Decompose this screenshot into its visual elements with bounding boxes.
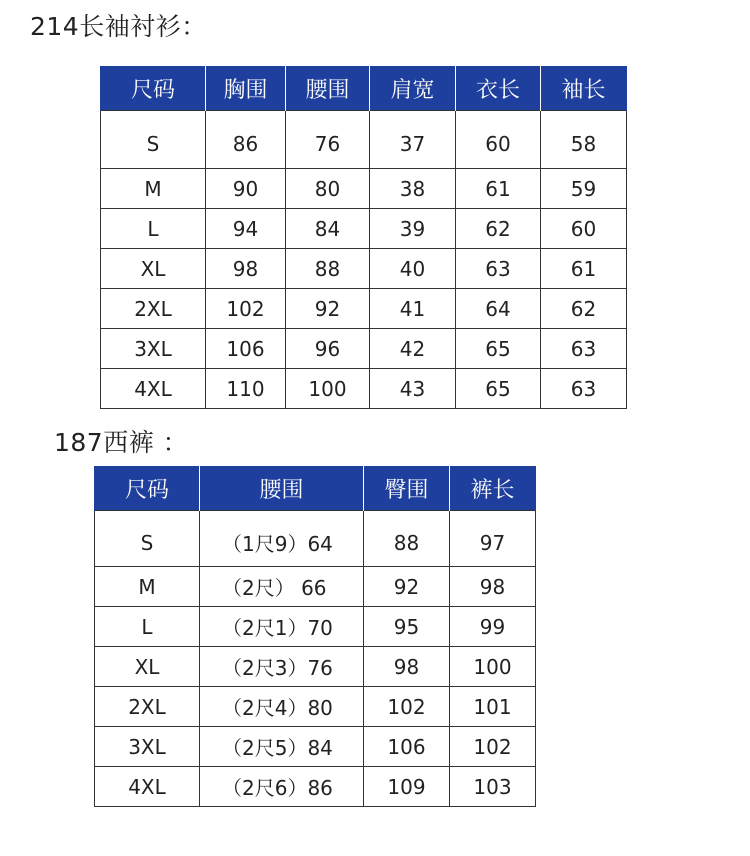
table-row <box>101 289 627 329</box>
table-cell: 92 <box>286 289 370 329</box>
header-waist: 腰围 <box>200 466 364 511</box>
header-hip: 臀围 <box>364 466 450 511</box>
table-cell: 100 <box>286 369 370 409</box>
table-cell: 4XL <box>101 369 206 409</box>
table-cell: （2尺5）84 <box>200 727 364 767</box>
table-cell: 92 <box>364 567 450 607</box>
table-cell: 97 <box>450 511 536 567</box>
table-cell: 100 <box>450 647 536 687</box>
header-sleeve: 袖长 <box>541 66 627 111</box>
header-length: 衣长 <box>456 66 541 111</box>
table-cell: S <box>101 111 206 169</box>
table-cell: 96 <box>286 329 370 369</box>
table-cell: 63 <box>541 329 627 369</box>
table-cell: 2XL <box>95 687 200 727</box>
table-cell: 86 <box>206 111 286 169</box>
table-cell: L <box>101 209 206 249</box>
table-cell: 84 <box>286 209 370 249</box>
table-cell: 62 <box>541 289 627 329</box>
table-cell: 41 <box>370 289 456 329</box>
table-cell: XL <box>95 647 200 687</box>
table-cell: 65 <box>456 329 541 369</box>
table-cell: 38 <box>370 169 456 209</box>
table-cell: （2尺3）76 <box>200 647 364 687</box>
table-header-row <box>101 66 627 111</box>
header-size: 尺码 <box>101 66 206 111</box>
table-cell: 61 <box>456 169 541 209</box>
table-cell: 106 <box>364 727 450 767</box>
table-cell: 3XL <box>101 329 206 369</box>
table-row <box>101 111 627 169</box>
table-cell: 102 <box>206 289 286 329</box>
shirt-size-table <box>100 66 627 409</box>
table-cell: 62 <box>456 209 541 249</box>
table-row <box>101 369 627 409</box>
table-row <box>95 511 536 567</box>
table-cell: 63 <box>541 369 627 409</box>
table-header-row <box>95 466 536 511</box>
table-row <box>101 329 627 369</box>
table-cell: 99 <box>450 607 536 647</box>
table-row <box>95 687 536 727</box>
table-cell: 101 <box>450 687 536 727</box>
table-cell: 2XL <box>101 289 206 329</box>
table-row <box>101 249 627 289</box>
table-cell: M <box>101 169 206 209</box>
table-cell: 37 <box>370 111 456 169</box>
table-row <box>101 209 627 249</box>
pants-size-title: 187西裤 ： <box>54 428 189 457</box>
table-cell: 65 <box>456 369 541 409</box>
table-cell: 109 <box>364 767 450 807</box>
table-cell: 80 <box>286 169 370 209</box>
table-cell: 102 <box>364 687 450 727</box>
table-cell: 95 <box>364 607 450 647</box>
table-cell: 103 <box>450 767 536 807</box>
header-length: 裤长 <box>450 466 536 511</box>
table-cell: 76 <box>286 111 370 169</box>
table-cell: 58 <box>541 111 627 169</box>
table-row <box>95 727 536 767</box>
table-row <box>95 567 536 607</box>
table-cell: 106 <box>206 329 286 369</box>
table-cell: 59 <box>541 169 627 209</box>
table-cell: 40 <box>370 249 456 289</box>
table-cell: 61 <box>541 249 627 289</box>
table-cell: （2尺4）80 <box>200 687 364 727</box>
table-cell: 43 <box>370 369 456 409</box>
table-cell: 60 <box>541 209 627 249</box>
table-cell: 60 <box>456 111 541 169</box>
table-cell: 102 <box>450 727 536 767</box>
table-cell: 110 <box>206 369 286 409</box>
table-cell: 39 <box>370 209 456 249</box>
table-cell: 63 <box>456 249 541 289</box>
table-cell: 98 <box>364 647 450 687</box>
table-cell: XL <box>101 249 206 289</box>
table-cell: （1尺9）64 <box>200 511 364 567</box>
table-cell: L <box>95 607 200 647</box>
table-row <box>101 169 627 209</box>
table-cell: 88 <box>364 511 450 567</box>
header-size: 尺码 <box>95 466 200 511</box>
table-cell: S <box>95 511 200 567</box>
table-cell: 90 <box>206 169 286 209</box>
table-cell: 94 <box>206 209 286 249</box>
table-cell: 42 <box>370 329 456 369</box>
header-chest: 胸围 <box>206 66 286 111</box>
header-shoulder: 肩宽 <box>370 66 456 111</box>
table-row <box>95 767 536 807</box>
table-row <box>95 647 536 687</box>
table-cell: （2尺1）70 <box>200 607 364 647</box>
shirt-size-title: 214长袖衬衫： <box>30 12 207 41</box>
table-cell: 3XL <box>95 727 200 767</box>
table-cell: 98 <box>206 249 286 289</box>
header-waist: 腰围 <box>286 66 370 111</box>
table-cell: （2尺） 66 <box>200 567 364 607</box>
table-cell: M <box>95 567 200 607</box>
table-cell: 64 <box>456 289 541 329</box>
pants-size-table <box>94 466 536 807</box>
table-row <box>95 607 536 647</box>
table-cell: 4XL <box>95 767 200 807</box>
table-cell: 88 <box>286 249 370 289</box>
table-cell: 98 <box>450 567 536 607</box>
table-cell: （2尺6）86 <box>200 767 364 807</box>
